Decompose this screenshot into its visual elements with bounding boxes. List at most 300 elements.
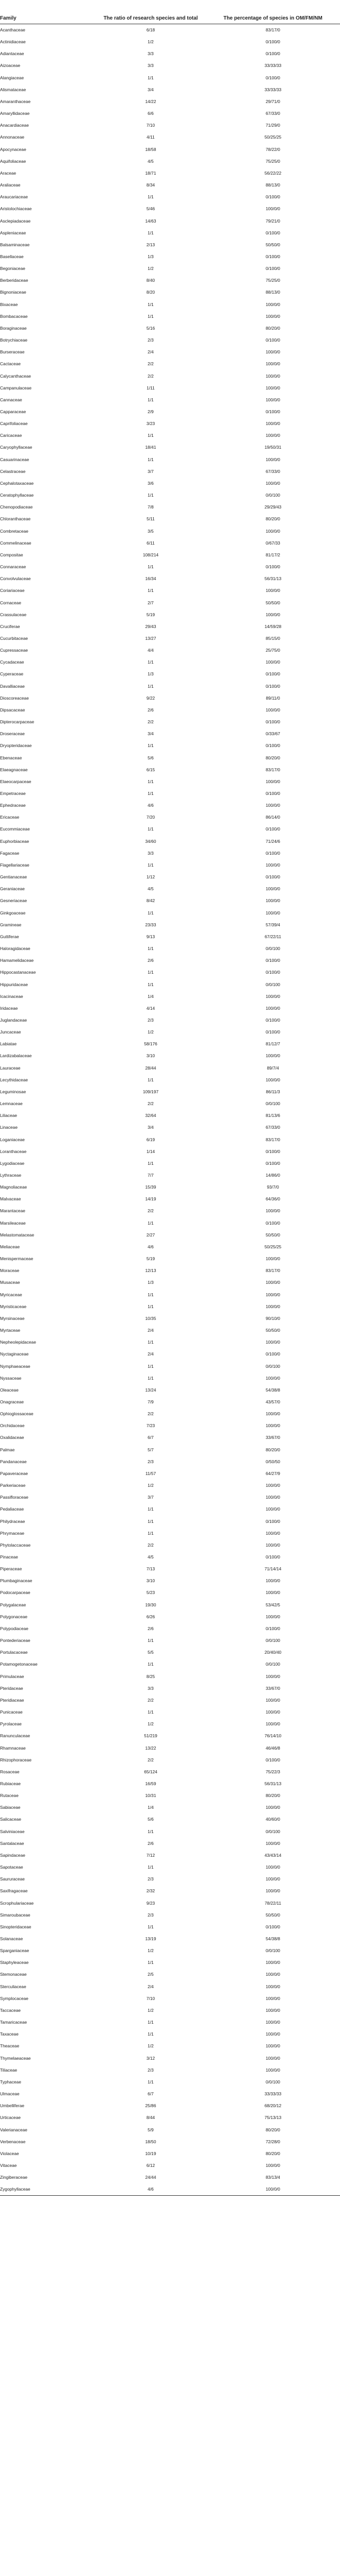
- family-cell: Ophioglossaceae: [0, 1411, 34, 1417]
- percentage-cell: 100/0/0: [266, 1303, 280, 1309]
- family-cell: Pinaceae: [0, 1554, 18, 1560]
- ratio-cell: 1/2: [148, 1483, 154, 1488]
- percentage-cell: 0/100/0: [266, 671, 280, 677]
- percentage-cell: 100/0/0: [266, 1697, 280, 1703]
- family-cell: Menispermaceae: [0, 1256, 34, 1262]
- ratio-cell: 4/11: [147, 134, 155, 140]
- percentage-cell: 0/100/0: [266, 970, 280, 975]
- ratio-cell: 2/2: [148, 361, 154, 367]
- percentage-cell: 19/50/31: [264, 445, 282, 450]
- family-cell: Flagellariaceae: [0, 862, 29, 868]
- percentage-cell: 80/20/0: [266, 516, 280, 522]
- table-row: [0, 60, 340, 72]
- family-cell: Symplocaceae: [0, 1995, 28, 2001]
- table-row: [0, 597, 340, 609]
- table-row: [0, 1551, 340, 1563]
- table-row: [0, 1539, 340, 1551]
- ratio-cell: 6/15: [146, 767, 155, 772]
- table-row: [0, 1683, 340, 1694]
- family-cell: Araliaceae: [0, 182, 21, 188]
- table-row: [0, 1336, 340, 1348]
- table-row: [0, 191, 340, 203]
- percentage-cell: 29/71/0: [266, 98, 280, 104]
- family-cell: Caprifoliaceae: [0, 421, 28, 427]
- ratio-cell: 1/1: [148, 970, 154, 975]
- family-cell: Davalliaceae: [0, 683, 25, 689]
- family-cell: Balsaminaceae: [0, 242, 30, 247]
- percentage-cell: 100/0/0: [266, 1423, 280, 1429]
- family-cell: Nyssaceae: [0, 1375, 22, 1381]
- ratio-cell: 2/3: [148, 1017, 154, 1023]
- ratio-cell: 1/1: [148, 1530, 154, 1536]
- percentage-cell: 80/20/0: [266, 1793, 280, 1799]
- ratio-cell: 1/1: [148, 826, 154, 832]
- ratio-cell: 2/2: [148, 1208, 154, 1214]
- table-row: [0, 406, 340, 418]
- table-row: [0, 36, 340, 48]
- table-row: [0, 394, 340, 406]
- ratio-cell: 18/50: [145, 2139, 156, 2144]
- percentage-cell: 0/100/0: [266, 1160, 280, 1166]
- family-cell: Guttiferae: [0, 934, 19, 939]
- percentage-cell: 100/0/0: [266, 1984, 280, 1989]
- ratio-cell: 1/2: [148, 39, 154, 45]
- family-cell: Compositae: [0, 552, 23, 557]
- ratio-cell: 18/71: [145, 170, 156, 176]
- percentage-cell: 100/0/0: [266, 1960, 280, 1965]
- table-row: [0, 1945, 340, 1957]
- ratio-cell: 1/1: [148, 1160, 154, 1166]
- ratio-cell: 4/6: [95, 2183, 206, 2196]
- ratio-cell: 2/4: [148, 1328, 154, 1333]
- percentage-cell: 0/100/0: [266, 266, 280, 272]
- table-row: [0, 1014, 340, 1026]
- percentage-cell: 0/100/0: [266, 1518, 280, 1524]
- percentage-cell: 80/20/0: [266, 755, 280, 760]
- percentage-cell: 83/17/0: [266, 767, 280, 772]
- ratio-cell: 1/1: [148, 1375, 154, 1381]
- family-cell: Meliaceae: [0, 1244, 20, 1249]
- table-row: [0, 1325, 340, 1336]
- ratio-cell: 5/5: [148, 1650, 154, 1655]
- table-row: [0, 895, 340, 907]
- family-cell: Marsileaceae: [0, 1220, 26, 1226]
- percentage-cell: 86/14/0: [266, 815, 280, 820]
- family-cell: Taxaceae: [0, 2031, 19, 2037]
- table-row: [0, 2016, 340, 2028]
- percentage-cell: 100/0/0: [266, 1256, 280, 1262]
- family-cell: Polygalaceae: [0, 1602, 26, 1607]
- table-row: [0, 1241, 340, 1253]
- percentage-cell: 100/0/0: [266, 373, 280, 379]
- ratio-cell: 2/3: [148, 1876, 154, 1882]
- table-row: [0, 1050, 340, 1062]
- family-cell: Papaveraceae: [0, 1470, 28, 1476]
- family-cell: Rubiaceae: [0, 1781, 21, 1786]
- percentage-cell: 53/42/5: [266, 1602, 280, 1607]
- ratio-cell: 6/12: [146, 2162, 155, 2168]
- family-cell: Salicaceae: [0, 1817, 21, 1822]
- ratio-cell: 1/2: [148, 1029, 154, 1035]
- percentage-cell: 100/0/0: [266, 1888, 280, 1894]
- family-cell: Eucommiaceae: [0, 826, 30, 832]
- family-cell: Marantaceae: [0, 1208, 25, 1214]
- table-row: [0, 1217, 340, 1229]
- ratio-cell: 2/4: [148, 1351, 154, 1357]
- family-cell: Ulmaceae: [0, 2091, 20, 2097]
- family-cell: Burseraceae: [0, 349, 25, 355]
- table-row: [0, 120, 340, 131]
- family-cell: Commelinaceae: [0, 540, 31, 546]
- percentage-cell: 100/0/0: [266, 778, 280, 784]
- table-row: [0, 1181, 340, 1193]
- family-cell: Ceratophyllaceae: [0, 493, 34, 498]
- ratio-cell: 5/19: [146, 1256, 155, 1262]
- family-cell: Botrychiaceae: [0, 337, 28, 343]
- family-cell: Pteridaceae: [0, 1685, 23, 1691]
- ratio-cell: 1/1: [148, 946, 154, 952]
- family-cell: Cephalotaxaceae: [0, 480, 34, 486]
- percentage-cell: 29/29/43: [264, 504, 282, 510]
- ratio-cell: 1/1: [148, 456, 154, 462]
- family-cell: Valerianaceae: [0, 2127, 27, 2132]
- table-row: [0, 1265, 340, 1277]
- table-row: [0, 1754, 340, 1766]
- percentage-cell: 100/0/0: [266, 910, 280, 916]
- table-row: [0, 1635, 340, 1647]
- ratio-cell: 1/1: [148, 1220, 154, 1226]
- ratio-cell: 5/6: [148, 755, 154, 760]
- ratio-cell: 5/11: [147, 516, 155, 522]
- family-cell: Cruciferae: [0, 623, 20, 629]
- family-cell: Begoniaceae: [0, 266, 25, 272]
- family-cell: Hippocastanaceae: [0, 970, 36, 975]
- family-cell: Myristicaceae: [0, 1303, 27, 1309]
- table-row: [0, 358, 340, 370]
- ratio-cell: 1/1: [148, 2020, 154, 2025]
- family-cell: Zygophyllaceae: [0, 2183, 95, 2196]
- table-row: [0, 1814, 340, 1825]
- ratio-cell: 8/40: [146, 278, 155, 283]
- ratio-cell: 13/24: [145, 1387, 156, 1393]
- table-row: [0, 370, 340, 382]
- ratio-cell: 1/1: [148, 588, 154, 594]
- table-row: [0, 692, 340, 704]
- family-cell: Sapindaceae: [0, 1852, 25, 1858]
- ratio-cell: 1/4: [148, 993, 154, 999]
- percentage-cell: 100/0/0: [266, 1340, 280, 1345]
- family-cell: Saururaceae: [0, 1876, 25, 1882]
- family-cell: Piperaceae: [0, 1566, 22, 1572]
- ratio-cell: 2/27: [146, 1232, 155, 1238]
- family-cell: Ginkgoaceae: [0, 910, 26, 916]
- family-cell: Palmae: [0, 1447, 15, 1452]
- ratio-cell: 10/19: [145, 2150, 156, 2156]
- table-row: [0, 72, 340, 84]
- table-row: [0, 1170, 340, 1181]
- percentage-cell: 81/13/6: [266, 1113, 280, 1118]
- percentage-cell: 83/17/0: [266, 27, 280, 32]
- family-cell: Nymphaeaceae: [0, 1363, 30, 1369]
- ratio-cell: 1/1: [148, 1960, 154, 1965]
- percentage-cell: 100/0/0: [266, 301, 280, 307]
- table-row: [0, 1158, 340, 1170]
- table-row: [0, 1873, 340, 1885]
- percentage-cell: 80/20/0: [266, 2127, 280, 2132]
- table-row: [0, 836, 340, 848]
- percentage-cell: 100/0/0: [266, 1972, 280, 1977]
- percentage-cell: 100/0/0: [266, 1053, 280, 1059]
- percentage-cell: 89/7/4: [267, 1065, 279, 1071]
- table-row: [0, 1957, 340, 1969]
- percentage-cell: 50/50/0: [266, 1232, 280, 1238]
- table-row: [0, 561, 340, 573]
- ratio-cell: 7/7: [148, 1173, 154, 1178]
- family-cell: Coriariaceae: [0, 588, 25, 594]
- percentage-cell: 100/0/0: [266, 862, 280, 868]
- ratio-cell: 1/1: [148, 313, 154, 319]
- ratio-cell: 1/11: [147, 385, 155, 391]
- table-row: [0, 2136, 340, 2148]
- table-row: [0, 1372, 340, 1384]
- table-row: [0, 1313, 340, 1325]
- table-row: [0, 2183, 340, 2196]
- table-row: [0, 955, 340, 967]
- ratio-cell: 5/6: [148, 1817, 154, 1822]
- percentage-cell: 100/0/0: [266, 1673, 280, 1679]
- percentage-cell: 67/33/0: [266, 1125, 280, 1130]
- table-row: [0, 1575, 340, 1587]
- ratio-cell: 3/7: [148, 468, 154, 474]
- ratio-cell: 6/19: [146, 1137, 155, 1142]
- family-cell: Aizoaceae: [0, 63, 21, 69]
- family-cell: Santalaceae: [0, 1840, 24, 1846]
- family-cell: Taccaceae: [0, 2007, 21, 2013]
- family-cell: Araucariaceae: [0, 194, 28, 200]
- table-row: [0, 466, 340, 478]
- percentage-cell: 0/100/0: [266, 1924, 280, 1929]
- table-row: [0, 1253, 340, 1265]
- percentage-cell: 79/21/0: [266, 218, 280, 224]
- family-cell: Stemonaceae: [0, 1972, 27, 1977]
- family-cell: Cornaceae: [0, 600, 21, 605]
- family-cell: Asclepiadaceae: [0, 218, 31, 224]
- mycorrhizal-status-table: [0, 3, 340, 2196]
- family-cell: Tamaricaceae: [0, 2020, 27, 2025]
- ratio-cell: 1/1: [148, 1363, 154, 1369]
- family-cell: Bignoniaceae: [0, 290, 26, 295]
- percentage-cell: 57/39/4: [266, 922, 280, 927]
- percentage-cell: 100/0/0: [266, 707, 280, 713]
- ratio-cell: 1/1: [148, 683, 154, 689]
- ratio-cell: 1/1: [148, 433, 154, 438]
- ratio-cell: 1/1: [148, 2031, 154, 2037]
- ratio-cell: 1/1: [148, 862, 154, 868]
- table-row: [0, 144, 340, 156]
- percentage-cell: 100/0/0: [266, 612, 280, 617]
- percentage-cell: 100/0/0: [266, 1005, 280, 1011]
- ratio-cell: 2/2: [148, 1411, 154, 1417]
- table-row: [0, 48, 340, 60]
- percentage-cell: 100/0/0: [266, 397, 280, 402]
- ratio-cell: 4/5: [148, 1554, 154, 1560]
- ratio-cell: 1/4: [148, 1805, 154, 1810]
- percentage-cell: 100/0/0: [266, 1411, 280, 1417]
- table-row: [0, 823, 340, 835]
- family-cell: Oleaceae: [0, 1387, 19, 1393]
- percentage-cell: 100/0/0: [266, 1865, 280, 1870]
- ratio-cell: 1/2: [148, 266, 154, 272]
- percentage-cell: 0/100/0: [266, 1148, 280, 1154]
- family-cell: Phytolaccaceae: [0, 1542, 31, 1548]
- table-row: [0, 430, 340, 442]
- table-row: [0, 907, 340, 919]
- family-cell: Punicaceae: [0, 1709, 23, 1715]
- percentage-cell: 100/0/0: [266, 456, 280, 462]
- table-row: [0, 1492, 340, 1503]
- family-cell: Tiliaceae: [0, 2067, 18, 2073]
- family-cell: Cannaceae: [0, 397, 22, 402]
- ratio-cell: 2/6: [148, 1840, 154, 1846]
- table-row: [0, 991, 340, 1003]
- table-row: [0, 1193, 340, 1205]
- family-cell: Linaceae: [0, 1125, 18, 1130]
- family-cell: Dryopteridaceae: [0, 743, 32, 749]
- family-cell: Apocynaceae: [0, 146, 26, 152]
- ratio-cell: 2/3: [148, 1459, 154, 1464]
- table-row: [0, 251, 340, 263]
- percentage-cell: 46/46/8: [266, 1745, 280, 1751]
- percentage-cell: 0/0/100: [266, 2079, 280, 2084]
- table-row: [0, 1528, 340, 1539]
- percentage-cell: 100/0/0: [266, 1840, 280, 1846]
- table-row: [0, 286, 340, 298]
- percentage-cell: 100/0/0: [266, 385, 280, 391]
- header-family: Family: [0, 3, 95, 24]
- table-row: [0, 764, 340, 776]
- family-cell: Sinopteridaceae: [0, 1924, 31, 1929]
- ratio-cell: 3/6: [148, 480, 154, 486]
- percentage-cell: 33/67/0: [266, 1685, 280, 1691]
- table-row: [0, 1038, 340, 1050]
- ratio-cell: 3/10: [146, 1578, 155, 1584]
- family-cell: Amaryllidaceae: [0, 111, 30, 116]
- percentage-cell: 100/0/0: [266, 1542, 280, 1548]
- family-cell: Boraginaceae: [0, 325, 27, 331]
- table-row: [0, 215, 340, 227]
- family-cell: Hamamelidaceae: [0, 958, 34, 963]
- percentage-cell: 83/17/0: [266, 1268, 280, 1274]
- header-row: [0, 3, 340, 24]
- table-row: [0, 776, 340, 788]
- table-row: [0, 1933, 340, 1945]
- ratio-cell: 3/4: [148, 1125, 154, 1130]
- table-row: [0, 668, 340, 680]
- family-cell: Urticaceae: [0, 2115, 21, 2121]
- family-cell: Aristolochiaceae: [0, 206, 32, 212]
- table-row: [0, 526, 340, 537]
- percentage-cell: 100/0/0: [266, 1995, 280, 2001]
- family-cell: Bixaceae: [0, 301, 18, 307]
- percentage-cell: 0/100/0: [266, 874, 280, 880]
- family-cell: Rhamnaceae: [0, 1745, 26, 1751]
- percentage-cell: 0/0/100: [266, 1948, 280, 1954]
- family-cell: Araceae: [0, 170, 17, 176]
- table-row: [0, 1909, 340, 1921]
- ratio-cell: 9/13: [146, 934, 155, 939]
- ratio-cell: 2/32: [146, 1888, 155, 1894]
- table-row: [0, 442, 340, 453]
- percentage-cell: 0/100/0: [266, 791, 280, 796]
- ratio-cell: 1/1: [148, 301, 154, 307]
- family-cell: Alangiaceae: [0, 75, 24, 80]
- ratio-cell: 1/1: [148, 1924, 154, 1929]
- percentage-cell: 75/13/13: [264, 2115, 282, 2121]
- table-row: [0, 848, 340, 859]
- percentage-cell: 54/38/8: [266, 1936, 280, 1941]
- percentage-cell: 75/25/0: [266, 158, 280, 164]
- ratio-cell: 3/4: [148, 87, 154, 92]
- ratio-cell: 3/3: [148, 63, 154, 69]
- ratio-cell: 58/176: [144, 1041, 157, 1047]
- table-row: [0, 1706, 340, 1718]
- ratio-cell: 2/2: [148, 719, 154, 725]
- percentage-cell: 67/33/0: [266, 468, 280, 474]
- percentage-cell: 83/13/4: [266, 2175, 280, 2180]
- table-row: [0, 239, 340, 251]
- percentage-cell: 88/13/0: [266, 182, 280, 188]
- ratio-cell: 1/3: [148, 1280, 154, 1285]
- table-row: [0, 1778, 340, 1790]
- family-cell: Chloranthaceae: [0, 516, 31, 522]
- percentage-cell: 100/0/0: [266, 1292, 280, 1297]
- table-row: [0, 537, 340, 549]
- ratio-cell: 1/1: [148, 1303, 154, 1309]
- table-row: [0, 621, 340, 633]
- table-row: [0, 1110, 340, 1122]
- ratio-cell: 1/2: [148, 1948, 154, 1954]
- table-row: [0, 1694, 340, 1706]
- percentage-cell: 0/50/50: [266, 1459, 280, 1464]
- percentage-cell: 72/28/0: [266, 2139, 280, 2144]
- table-row: [0, 1074, 340, 1086]
- table-row: [0, 1826, 340, 1838]
- percentage-cell: 50/50/0: [266, 1912, 280, 1918]
- family-cell: Nyctaginaceae: [0, 1351, 29, 1357]
- ratio-cell: 1/1: [148, 1077, 154, 1082]
- percentage-cell: 0/0/100: [266, 1828, 280, 1834]
- family-cell: Onagraceae: [0, 1399, 24, 1404]
- table-row: [0, 96, 340, 108]
- percentage-cell: 100/0/0: [266, 588, 280, 594]
- table-row: [0, 1420, 340, 1432]
- table-row: [0, 1516, 340, 1528]
- family-cell: Dipsacaceae: [0, 707, 25, 713]
- ratio-cell: 19/30: [145, 1602, 156, 1607]
- ratio-cell: 1/1: [148, 659, 154, 665]
- ratio-cell: 5/9: [148, 2127, 154, 2132]
- family-cell: Philydraceae: [0, 1518, 25, 1524]
- table-row: [0, 645, 340, 656]
- family-cell: Lauraceae: [0, 1065, 21, 1071]
- family-cell: Basellaceae: [0, 253, 24, 259]
- family-cell: Caryophyllaceae: [0, 445, 33, 450]
- ratio-cell: 3/3: [148, 1685, 154, 1691]
- ratio-cell: 6/7: [148, 2091, 154, 2097]
- family-cell: Staphyleaceae: [0, 1960, 29, 1965]
- family-cell: Anacardiaceae: [0, 123, 29, 128]
- ratio-cell: 1/1: [148, 1638, 154, 1643]
